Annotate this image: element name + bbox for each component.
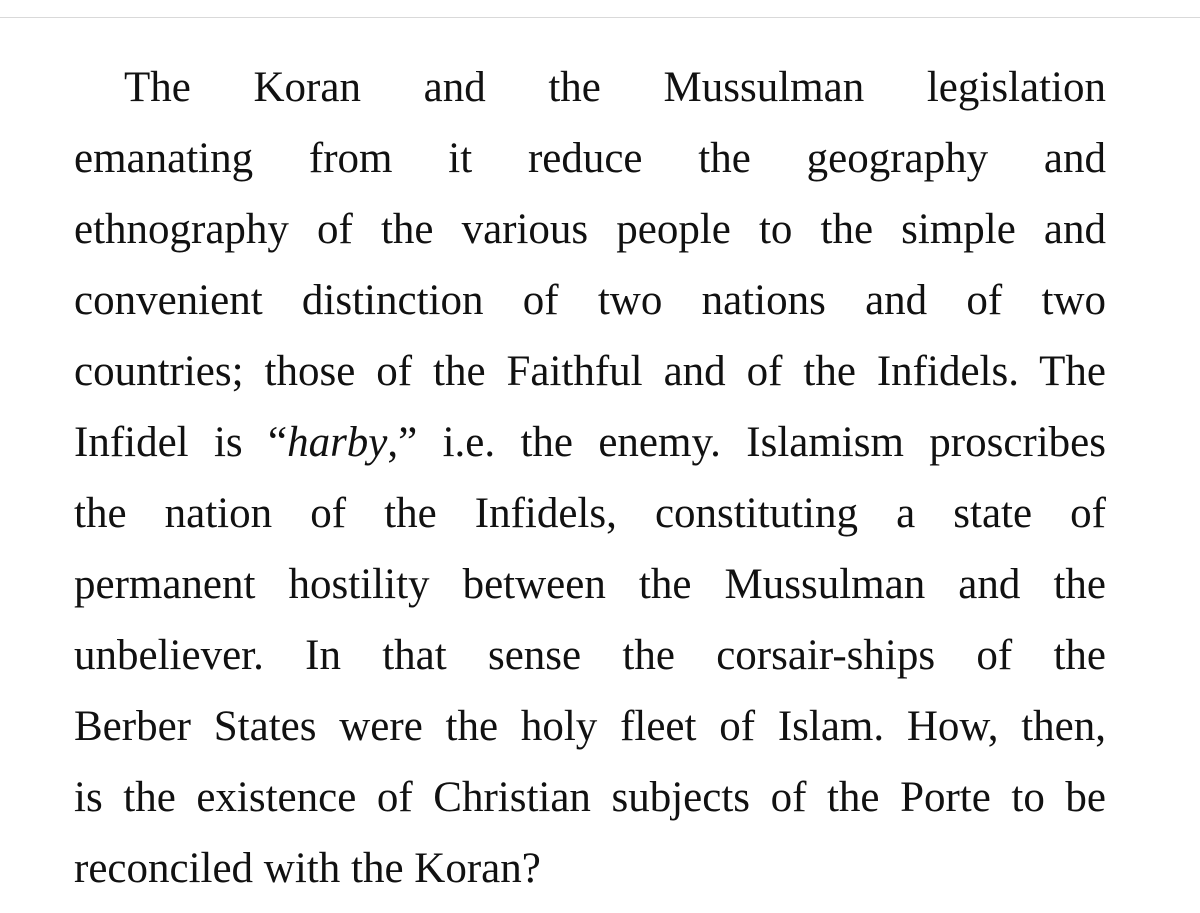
paragraph-line-8: permanent hostility between the Mussulman and the (74, 561, 1106, 608)
paragraph-line-3: ethnography of the various people to the simple and (74, 206, 1106, 253)
paragraph-line-7: the nation of the Infidels, constituting a state of (74, 490, 1106, 537)
paragraph-line-5: countries; those of the Faithful and of the Infidels. The (74, 348, 1106, 395)
italic-term-harby: harby (287, 419, 388, 466)
paragraph-line-10: Berber States were the holy fleet of Islam. How, then, (74, 703, 1106, 750)
paragraph-line-12: reconciled with the Koran? (74, 845, 541, 892)
paragraph-line-6-end: ,” i.e. the enemy. Islamism proscribes (387, 419, 1106, 466)
top-divider (0, 0, 1200, 18)
paragraph-line-4: convenient distinction of two nations and of two (74, 277, 1106, 324)
paragraph-line-2: emanating from it reduce the geography and (74, 135, 1106, 182)
body-paragraph (74, 52, 1106, 904)
paragraph-line-6-start: Infidel is “ (74, 419, 288, 466)
paragraph-line-11: is the existence of Christian subjects of the Porte to be (74, 774, 1106, 821)
paragraph-line-6 (74, 407, 1106, 478)
paragraph-line-1: The Koran and the Mussulman legislation (124, 64, 1106, 111)
paragraph-line-9: unbeliever. In that sense the corsair-ships of the (74, 632, 1106, 679)
